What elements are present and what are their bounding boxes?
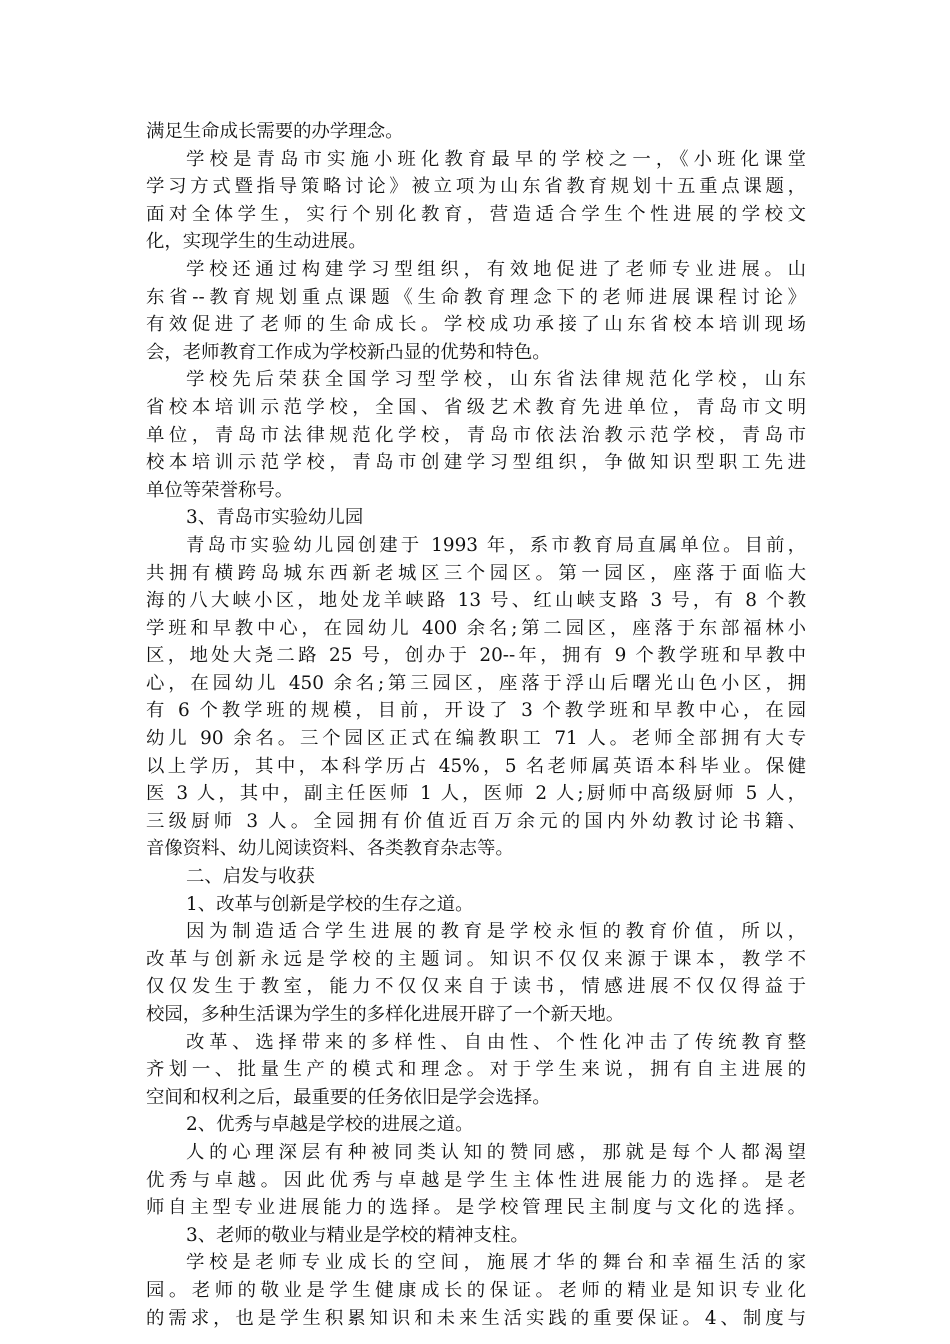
text-line: 满足生命成长需要的办学理念。 (146, 121, 404, 142)
text-line: 会，老师教育工作成为学校新凸显的优势和特色。 (146, 341, 551, 363)
text-line: 音像资料、幼儿阅读资料、各类教育杂志等。 (146, 838, 514, 860)
text-line: 齐划一、批量生产的模式和理念。对于学生来说，拥有自主进展的 (146, 1059, 806, 1081)
text-line: 校本培训示范学校，青岛市创建学习型组织，争做知识型职工先进 (146, 452, 806, 474)
text-line: 心，在园幼儿 450 余名;第三园区，座落于浮山后曙光山色小区，拥 (146, 672, 806, 694)
text-line: 有效促进了老师的生命成长。学校成功承接了山东省校本培训现场 (146, 314, 806, 336)
text-line: 化，实现学生的生动进展。 (146, 231, 367, 253)
text-line: 3、青岛市实验幼儿园 (186, 507, 364, 529)
text-line: 仅仅发生于教室，能力不仅仅来自于读书，情感进展不仅仅得益于 (146, 976, 806, 998)
text-line: 1、改革与创新是学校的生存之道。 (186, 893, 474, 915)
text-line: 青岛市实验幼儿园创建于 1993 年，系市教育局直属单位。目前， (186, 534, 806, 556)
text-line: 3、老师的敬业与精业是学校的精神支柱。 (186, 1224, 529, 1246)
text-line: 师自主型专业进展能力的选择。是学校管理民主制度与文化的选择。 (146, 1197, 806, 1219)
text-line: 改革、选择带来的多样性、自由性、个性化冲击了传统教育整 (186, 1031, 806, 1053)
text-line: 空间和权利之后，最重要的任务依旧是学会选择。 (146, 1086, 551, 1108)
text-line: 校园，多种生活课为学生的多样化进展开辟了一个新天地。 (146, 1004, 625, 1025)
text-line: 学校先后荣获全国学习型学校，山东省法律规范化学校，山东 (186, 369, 806, 391)
text-line: 学校还通过构建学习型组织，有效地促进了老师专业进展。山 (186, 258, 806, 280)
text-line: 园。老师的敬业是学生健康成长的保证。老师的精业是知识专业化 (146, 1279, 806, 1301)
text-line: 医 3 人，其中，副主任医师 1 人，医师 2 人;厨师中高级厨师 5 人， (146, 783, 806, 805)
text-line: 东省--教育规划重点课题《生命教育理念下的老师进展课程讨论》 (146, 286, 806, 308)
text-line: 省校本培训示范学校，全国、省级艺术教育先进单位，青岛市文明 (146, 396, 806, 418)
text-line: 二、启发与收获 (186, 866, 315, 888)
text-line: 学校是青岛市实施小班化教育最早的学校之一，《小班化课堂 (186, 148, 806, 170)
text-line: 海的八大峡小区，地处龙羊峡路 13 号、红山峡支路 3 号，有 8 个教 (146, 590, 806, 612)
text-line: 2、优秀与卓越是学校的进展之道。 (186, 1114, 474, 1136)
text-line: 共拥有横跨岛城东西新老城区三个园区。第一园区，座落于面临大 (146, 562, 806, 584)
text-line: 区，地处大尧二路 25 号，创办于 20--年，拥有 9 个教学班和早教中 (146, 645, 806, 667)
text-line: 优秀与卓越。因此优秀与卓越是学生主体性进展能力的选择。是老 (146, 1169, 806, 1191)
text-line: 学习方式暨指导策略讨论》被立项为山东省教育规划十五重点课题， (146, 176, 806, 198)
text-line: 改革与创新永远是学校的主题词。知识不仅仅来源于课本，教学不 (146, 948, 806, 970)
text-line: 面对全体学生，实行个别化教育，营造适合学生个性进展的学校文 (146, 203, 806, 225)
text-line: 的需求，也是学生积累知识和未来生活实践的重要保证。4、制度与 (146, 1307, 806, 1329)
text-line: 因为制造适合学生进展的教育是学校永恒的教育价值，所以， (186, 921, 806, 943)
text-line: 单位，青岛市法律规范化学校，青岛市依法治教示范学校，青岛市 (146, 424, 806, 446)
text-line: 以上学历，其中，本科学历占 45%，5 名老师属英语本科毕业。保健 (146, 755, 806, 777)
text-line: 三级厨师 3 人。全园拥有价值近百万余元的国内外幼教讨论书籍、 (146, 810, 806, 832)
text-line: 幼儿 90 余名。三个园区正式在编教职工 71 人。老师全部拥有大专 (146, 728, 806, 750)
text-line: 学班和早教中心，在园幼儿 400 余名;第二园区，座落于东部福林小 (146, 617, 806, 639)
text-line: 有 6 个教学班的规模，目前，开设了 3 个教学班和早教中心，在园 (146, 700, 806, 722)
text-line: 单位等荣誉称号。 (146, 479, 294, 501)
document-page (146, 118, 806, 1332)
text-line: 人的心理深层有种被同类认知的赞同感，那就是每个人都渴望 (186, 1141, 806, 1163)
text-line: 学校是老师专业成长的空间，施展才华的舞台和幸福生活的家 (186, 1252, 806, 1274)
